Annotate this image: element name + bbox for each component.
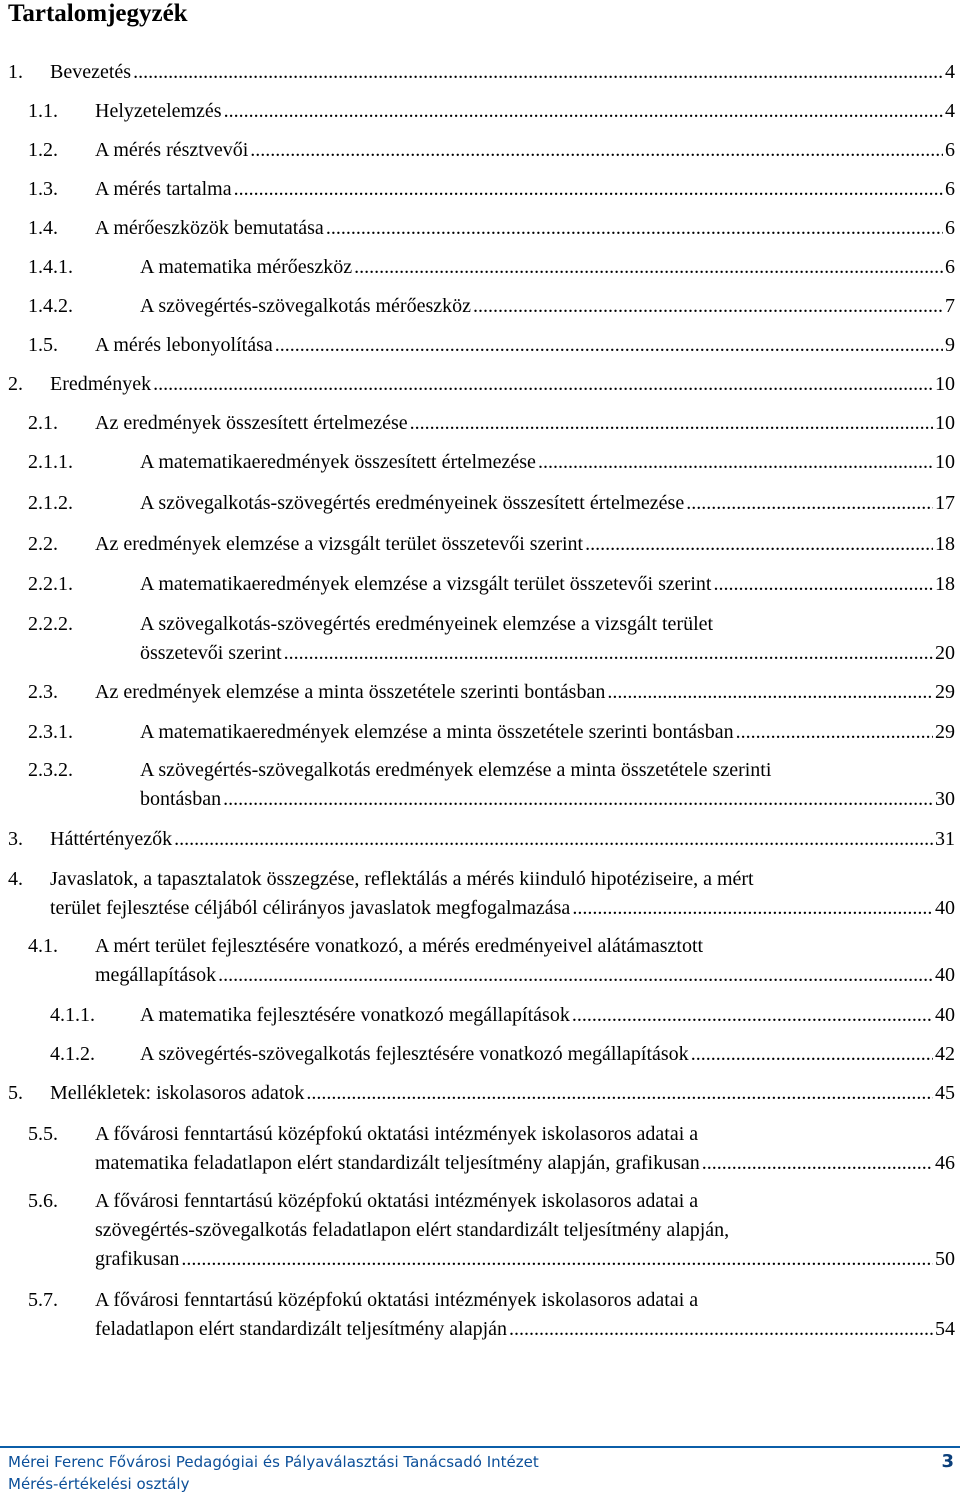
toc-page-number: 6 [945,178,955,200]
toc-entry-number: 4. [8,868,23,890]
toc-entry-number: 1.4. [28,217,58,239]
toc-entry-title: bontásban [140,788,222,810]
toc-entry-number: 2.3. [28,681,58,703]
toc-leader-dots [284,639,933,668]
toc-entry-title: A matematika mérőeszköz [140,256,353,278]
toc-page-number: 40 [935,897,955,919]
toc-entry-number: 1.2. [28,139,58,161]
toc-entry-title: A mérőeszközök bemutatása [95,217,324,239]
toc-entry-title: A matematikaeredmények elemzése a vizsgált terület összetevői szerint [140,573,712,595]
toc-leader-dots [473,292,943,321]
toc-entry-number: 1.4.2. [28,295,73,317]
toc-entry-number: 2.1.1. [28,451,73,473]
toc-entry-title: A mérés lebonyolítása [95,334,273,356]
toc-leader-dots [686,489,933,518]
toc-entry-number: 4.1.1. [50,1004,95,1026]
toc-page-number: 10 [935,412,955,434]
toc-entry-title: matematika feladatlapon elért standardizált teljesítmény alapján, grafikusan [95,1152,700,1174]
toc-entry-title: Az eredmények összesített értelmezése [95,412,408,434]
toc-leader-dots [572,1001,933,1030]
toc-entry-title: Helyzetelemzés [95,100,222,122]
toc-leader-dots [736,718,933,747]
toc-page-number: 40 [935,964,955,986]
toc-entry-title: grafikusan [95,1248,180,1270]
toc-page-number: 54 [935,1318,955,1340]
toc-entry-title: A szövegértés-szövegalkotás mérőeszköz [140,295,471,317]
toc-page-number: 46 [935,1152,955,1174]
toc-leader-dots [538,448,933,477]
toc-entry-title: Háttértényezők [50,828,173,850]
toc-entry-number: 5.6. [28,1190,58,1212]
toc-page-number: 6 [945,139,955,161]
toc-page-number: 50 [935,1248,955,1270]
toc-entry-number: 3. [8,828,23,850]
toc-page-number: 17 [935,492,955,514]
toc-entry-title: Az eredmények elemzése a minta összetétele szerinti bontásban [95,681,606,703]
toc-entry-title: A mérés tartalma [95,178,232,200]
toc-leader-dots [223,785,933,814]
toc-entry-title: Javaslatok, a tapasztalatok összegzése, reflektálás a mérés kiinduló hipotéziseire, a mért [50,868,754,890]
toc-leader-dots [691,1040,933,1069]
toc-entry-title: terület fejlesztése céljából célirányos javaslatok megfogalmazása [50,897,571,919]
toc-entry-title: Bevezetés [50,61,132,83]
toc-page-number: 9 [945,334,955,356]
toc-entry-number: 2.2.1. [28,573,73,595]
toc-leader-dots [133,58,943,87]
toc-entry-title: A szövegalkotás-szövegértés eredményeinek összesített értelmezése [140,492,685,514]
toc-leader-dots [585,530,933,559]
toc-page-number: 31 [935,828,955,850]
toc-entry-title: A matematikaeredmények összesített értelmezése [140,451,536,473]
toc-entry-number: 1.1. [28,100,58,122]
toc-entry-title: szövegértés-szövegalkotás feladatlapon elért standardizált teljesítmény alapján, [95,1219,730,1241]
toc-page-number: 45 [935,1082,955,1104]
toc-entry-number: 5.7. [28,1289,58,1311]
toc-entry-title: Eredmények [50,373,152,395]
toc-page-number: 10 [935,373,955,395]
toc-leader-dots [234,175,943,204]
toc-page-number: 18 [935,533,955,555]
footer-divider [0,1446,960,1448]
toc-leader-dots [572,894,933,923]
toc-entry-title: A fővárosi fenntartású középfokú oktatási intézmények iskolasoros adatai a [95,1289,699,1311]
toc-leader-dots [174,825,933,854]
toc-page-number: 4 [945,100,955,122]
toc-entry-number: 4.1. [28,935,58,957]
toc-entry-number: 2.1.2. [28,492,73,514]
toc-entry-title: A matematikaeredmények elemzése a minta összetétele szerinti bontásban [140,721,734,743]
toc-entry-title: A szövegalkotás-szövegértés eredményeinek elemzése a vizsgált terület [140,613,714,635]
footer-department: Mérés-értékelési osztály [8,1475,190,1493]
toc-entry-number: 2.3.1. [28,721,73,743]
toc-page-number: 6 [945,217,955,239]
toc-leader-dots [218,961,933,990]
toc-leader-dots [250,136,943,165]
toc-entry-number: 1. [8,61,23,83]
toc-leader-dots [306,1079,933,1108]
toc-page-number: 7 [945,295,955,317]
toc-leader-dots [275,331,943,360]
toc-entry-title: A fővárosi fenntartású középfokú oktatási intézmények iskolasoros adatai a [95,1123,699,1145]
footer-organization: Mérei Ferenc Fővárosi Pedagógiai és Pályaválasztási Tanácsadó Intézet [8,1453,539,1471]
toc-entry-number: 1.4.1. [28,256,73,278]
toc-entry-number: 2.1. [28,412,58,434]
toc-leader-dots [410,409,933,438]
toc-page-number: 10 [935,451,955,473]
toc-page-number: 4 [945,61,955,83]
toc-entry-title: összetevői szerint [140,642,282,664]
toc-entry-number: 2.2. [28,533,58,555]
toc-leader-dots [713,570,933,599]
page-number: 3 [941,1451,954,1472]
toc-page-number: 29 [935,681,955,703]
toc-page-number: 40 [935,1004,955,1026]
toc-entry-title: A mérés résztvevői [95,139,249,161]
toc-entry-title: Mellékletek: iskolasoros adatok [50,1082,305,1104]
toc-entry-number: 4.1.2. [50,1043,95,1065]
toc-title: Tartalomjegyzék [8,0,188,27]
toc-page-number: 18 [935,573,955,595]
toc-entry-title: A szövegértés-szövegalkotás eredmények elemzése a minta összetétele szerinti [140,759,772,781]
toc-page-number: 6 [945,256,955,278]
toc-leader-dots [181,1245,933,1274]
toc-entry-number: 5.5. [28,1123,58,1145]
toc-leader-dots [607,678,933,707]
toc-leader-dots [509,1315,933,1344]
toc-leader-dots [153,370,933,399]
toc-leader-dots [224,97,943,126]
toc-leader-dots [702,1149,933,1178]
toc-leader-dots [326,214,943,243]
toc-entry-number: 1.3. [28,178,58,200]
toc-entry-number: 5. [8,1082,23,1104]
toc-leader-dots [354,253,943,282]
toc-entry-number: 2.2.2. [28,613,73,635]
toc-entry-number: 2.3.2. [28,759,73,781]
toc-page-number: 20 [935,642,955,664]
toc-page-number: 42 [935,1043,955,1065]
toc-entry-number: 2. [8,373,23,395]
toc-entry-title: A mért terület fejlesztésére vonatkozó, a mérés eredményeivel alátámasztott [95,935,704,957]
toc-entry-title: megállapítások [95,964,217,986]
toc-entry-title: A szövegértés-szövegalkotás fejlesztésére vonatkozó megállapítások [140,1043,689,1065]
toc-entry-title: feladatlapon elért standardizált teljesítmény alapján [95,1318,508,1340]
page-footer [8,1451,958,1495]
toc-entry-title: A fővárosi fenntartású középfokú oktatási intézmények iskolasoros adatai a [95,1190,699,1212]
toc-page-number: 29 [935,721,955,743]
toc-entry-title: A matematika fejlesztésére vonatkozó megállapítások [140,1004,570,1026]
toc-entry-number: 1.5. [28,334,58,356]
toc-entry-title: Az eredmények elemzése a vizsgált terület összetevői szerint [95,533,584,555]
toc-page-number: 30 [935,788,955,810]
